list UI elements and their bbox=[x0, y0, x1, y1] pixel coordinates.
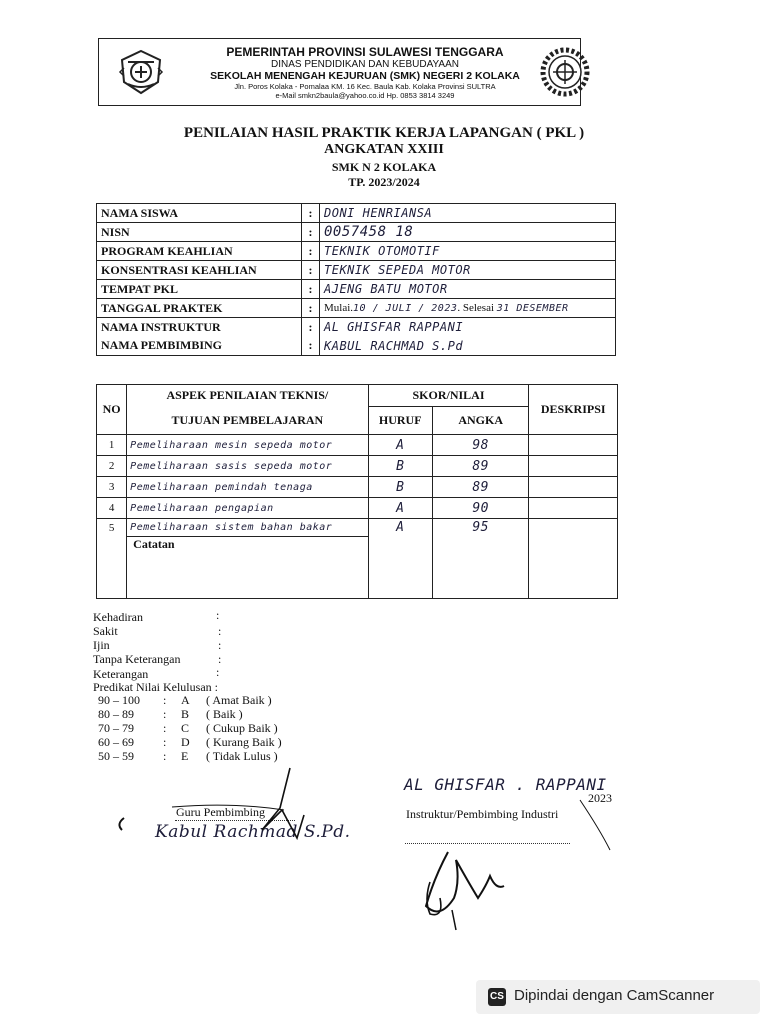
letterhead-province: PEMERINTAH PROVINSI SULAWESI TENGGARA bbox=[226, 45, 504, 59]
score-aspek: Pemeliharaan mesin sepeda motor bbox=[127, 435, 368, 456]
guru-signature bbox=[112, 760, 342, 850]
attendance-colon: : bbox=[218, 652, 222, 666]
score-angka: 89 bbox=[432, 477, 529, 498]
header-aspek-line2: TUJUAN PEMBELAJARAN bbox=[127, 407, 368, 435]
school-gear-logo bbox=[540, 44, 590, 100]
signature-year: 2023 bbox=[588, 791, 612, 805]
identity-label: NISN bbox=[97, 223, 302, 242]
score-row bbox=[97, 519, 618, 537]
score-table bbox=[96, 384, 618, 599]
predikat-title: Predikat Nilai Kelulusan : bbox=[93, 680, 218, 694]
header-deskripsi: DESKRIPSI bbox=[529, 385, 618, 435]
predikat-grade: B bbox=[181, 707, 190, 721]
identity-label: PROGRAM KEAHLIAN bbox=[97, 242, 302, 261]
predikat-range: 60 – 69 bbox=[98, 735, 134, 749]
predikat-desc: ( Kurang Baik ) bbox=[206, 735, 282, 749]
identity-row-nama-siswa bbox=[97, 204, 616, 223]
instructor-label: Instruktur/Pembimbing Industri bbox=[406, 807, 559, 821]
catatan-no-cell bbox=[97, 537, 127, 599]
catatan-label: Catatan bbox=[127, 537, 368, 599]
form-batch: ANGKATAN XXIII bbox=[324, 142, 444, 157]
identity-value-nisn: 0057458 18 bbox=[320, 223, 616, 242]
attendance-colon: : bbox=[216, 665, 220, 679]
tanggal-selesai-label: . Selesai bbox=[457, 302, 495, 314]
score-deskripsi bbox=[529, 498, 618, 519]
identity-row-tempat-pkl bbox=[97, 280, 616, 299]
attendance-sakit: Sakit bbox=[93, 624, 118, 638]
catatan-huruf-cell bbox=[368, 537, 432, 599]
catatan-deskripsi-cell bbox=[529, 537, 618, 599]
attendance-ijin: Ijin bbox=[93, 638, 110, 652]
attendance-colon: : bbox=[216, 608, 220, 622]
score-deskripsi bbox=[529, 456, 618, 477]
attendance-tanpa-keterangan: Tanpa Keterangan bbox=[93, 652, 181, 666]
identity-row-nisn bbox=[97, 223, 616, 242]
identity-value-tempat-pkl: AJENG BATU MOTOR bbox=[320, 280, 616, 299]
instructor-signature bbox=[400, 790, 630, 970]
identity-row-instruktur bbox=[97, 318, 616, 337]
letterhead-school: SEKOLAH MENENGAH KEJURUAN (SMK) NEGERI 2 KOLAKA bbox=[210, 70, 520, 82]
score-deskripsi bbox=[529, 519, 618, 537]
attendance-keterangan: Keterangan bbox=[93, 667, 149, 681]
score-angka: 95 bbox=[432, 519, 529, 537]
identity-value-pembimbing: KABUL RACHMAD S.Pd bbox=[320, 337, 616, 356]
score-huruf: B bbox=[368, 477, 432, 498]
predikat-colon: : bbox=[163, 749, 167, 763]
score-no: 2 bbox=[97, 456, 127, 477]
score-aspek: Pemeliharaan pengapian bbox=[127, 498, 368, 519]
predikat-colon: : bbox=[163, 721, 167, 735]
score-row bbox=[97, 498, 618, 519]
form-school: SMK N 2 KOLAKA bbox=[331, 160, 437, 174]
score-row bbox=[97, 477, 618, 498]
predikat-range: 90 – 100 bbox=[98, 693, 140, 707]
identity-colon: : bbox=[302, 337, 320, 356]
score-row bbox=[97, 435, 618, 456]
predikat-grade: C bbox=[181, 721, 190, 735]
predikat-range: 80 – 89 bbox=[98, 707, 134, 721]
score-aspek: Pemeliharaan pemindah tenaga bbox=[127, 477, 368, 498]
identity-value-nama-siswa: DONI HENRIANSA bbox=[320, 204, 616, 223]
identity-row-program bbox=[97, 242, 616, 261]
score-row bbox=[97, 456, 618, 477]
header-aspek-line1: ASPEK PENILAIAN TEKNIS/ bbox=[127, 385, 368, 407]
identity-colon: : bbox=[302, 242, 320, 261]
attendance-colon: : bbox=[218, 624, 222, 638]
guru-handwritten-name: Kabul Rachmad S.Pd. bbox=[155, 822, 351, 842]
score-angka: 98 bbox=[432, 435, 529, 456]
score-aspek: Pemeliharaan sistem bahan bakar bbox=[127, 519, 368, 537]
score-no: 5 bbox=[97, 519, 127, 537]
attendance-kehadiran: Kehadiran bbox=[93, 610, 143, 624]
provincial-emblem-logo bbox=[118, 48, 164, 96]
score-huruf: B bbox=[368, 456, 432, 477]
letterhead-department: DINAS PENDIDIKAN DAN KEBUDAYAAN bbox=[270, 59, 459, 70]
predikat-desc: ( Baik ) bbox=[206, 707, 243, 721]
score-angka: 89 bbox=[432, 456, 529, 477]
identity-colon: : bbox=[302, 223, 320, 242]
predikat-grade: A bbox=[181, 693, 190, 707]
predikat-grade: E bbox=[181, 749, 189, 763]
letterhead-address: Jln. Poros Kolaka - Pomalaa KM. 16 Kec. Baula Kab. Kolaka Provinsi SULTRA bbox=[234, 82, 496, 91]
letterhead-contact: e-Mail smkn2baula@yahoo.co.id Hp. 0853 3814 3249 bbox=[275, 91, 455, 100]
identity-colon: : bbox=[302, 299, 320, 318]
header-angka: ANGKA bbox=[432, 407, 529, 435]
student-identity-table bbox=[96, 203, 616, 356]
score-aspek: Pemeliharaan sasis sepeda motor bbox=[127, 456, 368, 477]
score-deskripsi bbox=[529, 435, 618, 456]
score-huruf: A bbox=[368, 519, 432, 537]
identity-colon: : bbox=[302, 318, 320, 337]
predikat-desc: ( Tidak Lulus ) bbox=[206, 749, 278, 763]
camscanner-text: Dipindai dengan CamScanner bbox=[514, 987, 715, 1004]
camscanner-logo-icon: CS bbox=[488, 988, 506, 1006]
guru-pembimbing-label: Guru Pembimbing bbox=[176, 805, 265, 819]
identity-label: NAMA PEMBIMBING bbox=[97, 337, 302, 356]
identity-row-pembimbing bbox=[97, 337, 616, 356]
predikat-range: 50 – 59 bbox=[98, 749, 134, 763]
identity-label: KONSENTRASI KEAHLIAN bbox=[97, 261, 302, 280]
predikat-colon: : bbox=[163, 735, 167, 749]
identity-colon: : bbox=[302, 204, 320, 223]
header-huruf: HURUF bbox=[368, 407, 432, 435]
attendance-colon: : bbox=[218, 638, 222, 652]
identity-value-instruktur: AL GHISFAR RAPPANI bbox=[320, 318, 616, 337]
form-title: PENILAIAN HASIL PRAKTIK KERJA LAPANGAN ( PKL ) bbox=[183, 125, 585, 141]
predikat-grade: D bbox=[181, 735, 190, 749]
identity-value-tanggal bbox=[320, 299, 616, 318]
identity-colon: : bbox=[302, 280, 320, 299]
tanggal-mulai-label: Mulai. bbox=[324, 302, 354, 314]
score-no: 3 bbox=[97, 477, 127, 498]
identity-value-konsentrasi: TEKNIK SEPEDA MOTOR bbox=[320, 261, 616, 280]
catatan-row bbox=[97, 537, 618, 599]
header-skor: SKOR/NILAI bbox=[368, 385, 529, 407]
score-no: 1 bbox=[97, 435, 127, 456]
tanggal-mulai-value: 10 / JULI / 2023 bbox=[353, 303, 458, 314]
catatan-angka-cell bbox=[432, 537, 529, 599]
predikat-desc: ( Cukup Baik ) bbox=[206, 721, 278, 735]
identity-label: TEMPAT PKL bbox=[97, 280, 302, 299]
identity-label: TANGGAL PRAKTEK bbox=[97, 299, 302, 318]
score-huruf: A bbox=[368, 435, 432, 456]
identity-label: NAMA INSTRUKTUR bbox=[97, 318, 302, 337]
predikat-colon: : bbox=[163, 693, 167, 707]
tanggal-selesai-value: 31 DESEMBER bbox=[496, 303, 569, 314]
identity-colon: : bbox=[302, 261, 320, 280]
predikat-range: 70 – 79 bbox=[98, 721, 134, 735]
score-angka: 90 bbox=[432, 498, 529, 519]
score-huruf: A bbox=[368, 498, 432, 519]
header-no: NO bbox=[97, 385, 127, 435]
form-year: TP. 2023/2024 bbox=[348, 175, 420, 189]
identity-value-program: TEKNIK OTOMOTIF bbox=[320, 242, 616, 261]
identity-row-konsentrasi bbox=[97, 261, 616, 280]
predikat-colon: : bbox=[163, 707, 167, 721]
identity-row-tanggal bbox=[97, 299, 616, 318]
score-no: 4 bbox=[97, 498, 127, 519]
predikat-desc: ( Amat Baik ) bbox=[206, 693, 272, 707]
score-deskripsi bbox=[529, 477, 618, 498]
identity-label: NAMA SISWA bbox=[97, 204, 302, 223]
instructor-handwritten-name: AL GHISFAR . RAPPANI bbox=[404, 775, 607, 794]
